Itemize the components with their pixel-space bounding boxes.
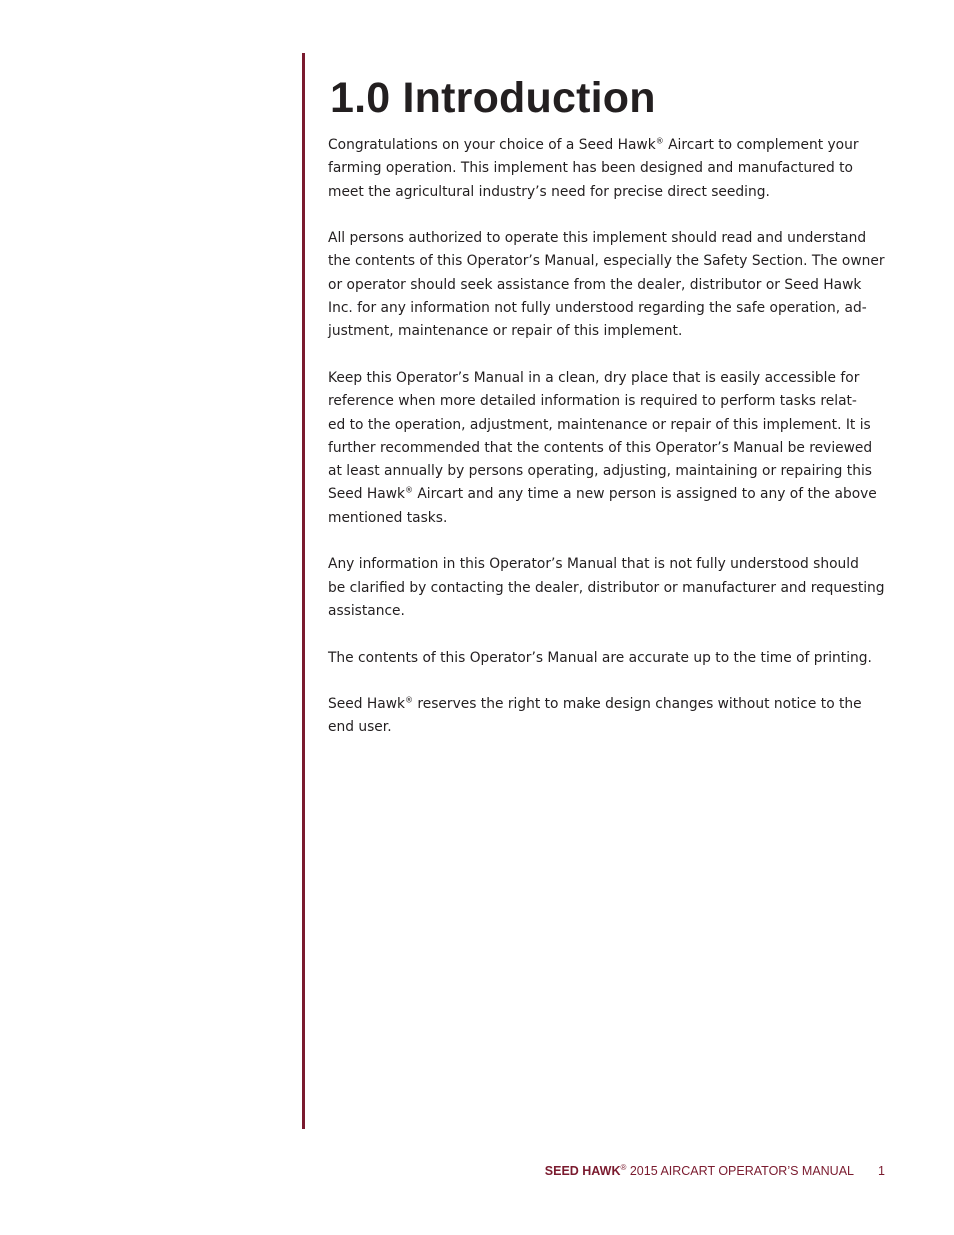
left-margin-rule [302,53,305,1129]
text-segment: Aircart and any time a new person is assigned to any of the above [412,486,877,503]
content-column [328,72,888,763]
text-segment: further recommended that the contents of this Operator’s Manual be reviewed [328,439,873,456]
text-line [328,157,888,180]
paragraph [328,134,888,204]
text-line [328,693,888,716]
paragraph [328,367,888,530]
text-segment: The contents of this Operator’s Manual are accurate up to the time of printing. [328,649,872,666]
text-segment: at least annually by persons operating, adjusting, maintaining or repairing this [328,463,872,480]
registered-mark: ® [404,695,413,705]
text-line [328,134,888,157]
paragraph [328,227,888,343]
text-line [328,483,888,506]
text-line [328,390,888,413]
text-segment: reference when more detailed information is required to perform tasks relat- [328,393,857,410]
text-segment: Aircart to complement your [663,137,859,153]
text-line [328,250,888,273]
page-title: 1.0 Introduction [330,74,656,122]
text-segment: end user. [328,719,392,736]
body-text [328,134,888,740]
registered-mark: ® [404,485,413,495]
paragraph [328,553,888,623]
text-segment: meet the agricultural industry’s need for precise direct seeding. [328,183,770,200]
page-number: 1 [878,1164,885,1178]
text-segment: All persons authorized to operate this implement should read and understand [328,230,867,247]
text-line [328,367,888,390]
text-line [328,507,888,530]
text-line [328,647,888,670]
text-line [328,577,888,600]
text-segment: be clarified by contacting the dealer, distributor or manufacturer and requesting [328,579,885,596]
text-line [328,320,888,343]
text-segment: ed to the operation, adjustment, maintenance or repair of this implement. It is [328,416,871,433]
text-segment: Seed Hawk [328,696,405,713]
paragraph [328,647,888,670]
text-line [328,437,888,460]
footer-manual-title: 2015 AIRCART OPERATOR’S MANUAL [626,1164,854,1178]
footer-brand: SEED HAWK [544,1164,621,1178]
text-segment: mentioned tasks. [328,509,448,526]
text-segment: Congratulations on your choice of a Seed Hawk [328,137,656,153]
text-segment: Any information in this Operator’s Manual that is not fully understood should [328,556,859,573]
text-segment: justment, maintenance or repair of this implement. [328,323,683,340]
text-line [328,227,888,250]
footer-running-title [545,1162,854,1180]
text-line [328,297,888,320]
text-segment: farming operation. This implement has been designed and manufactured to [328,160,853,177]
footer-registered-mark: ® [620,1162,627,1172]
text-line [328,553,888,576]
registered-mark: ® [655,136,664,146]
text-segment: Inc. for any information not fully understood regarding the safe operation, ad- [328,300,867,317]
text-line [328,181,888,204]
text-line [328,414,888,437]
text-line [328,460,888,483]
text-line [328,600,888,623]
text-segment: the contents of this Operator’s Manual, especially the Safety Section. The owner [328,253,885,270]
text-segment: Keep this Operator’s Manual in a clean, dry place that is easily accessible for [328,369,860,386]
text-line [328,716,888,739]
text-segment: Seed Hawk [328,486,405,503]
text-segment: assistance. [328,602,405,619]
paragraph [328,693,888,740]
text-line [328,274,888,297]
text-segment: or operator should seek assistance from the dealer, distributor or Seed Hawk [328,276,862,293]
text-segment: reserves the right to make design changes without notice to the [412,696,862,713]
